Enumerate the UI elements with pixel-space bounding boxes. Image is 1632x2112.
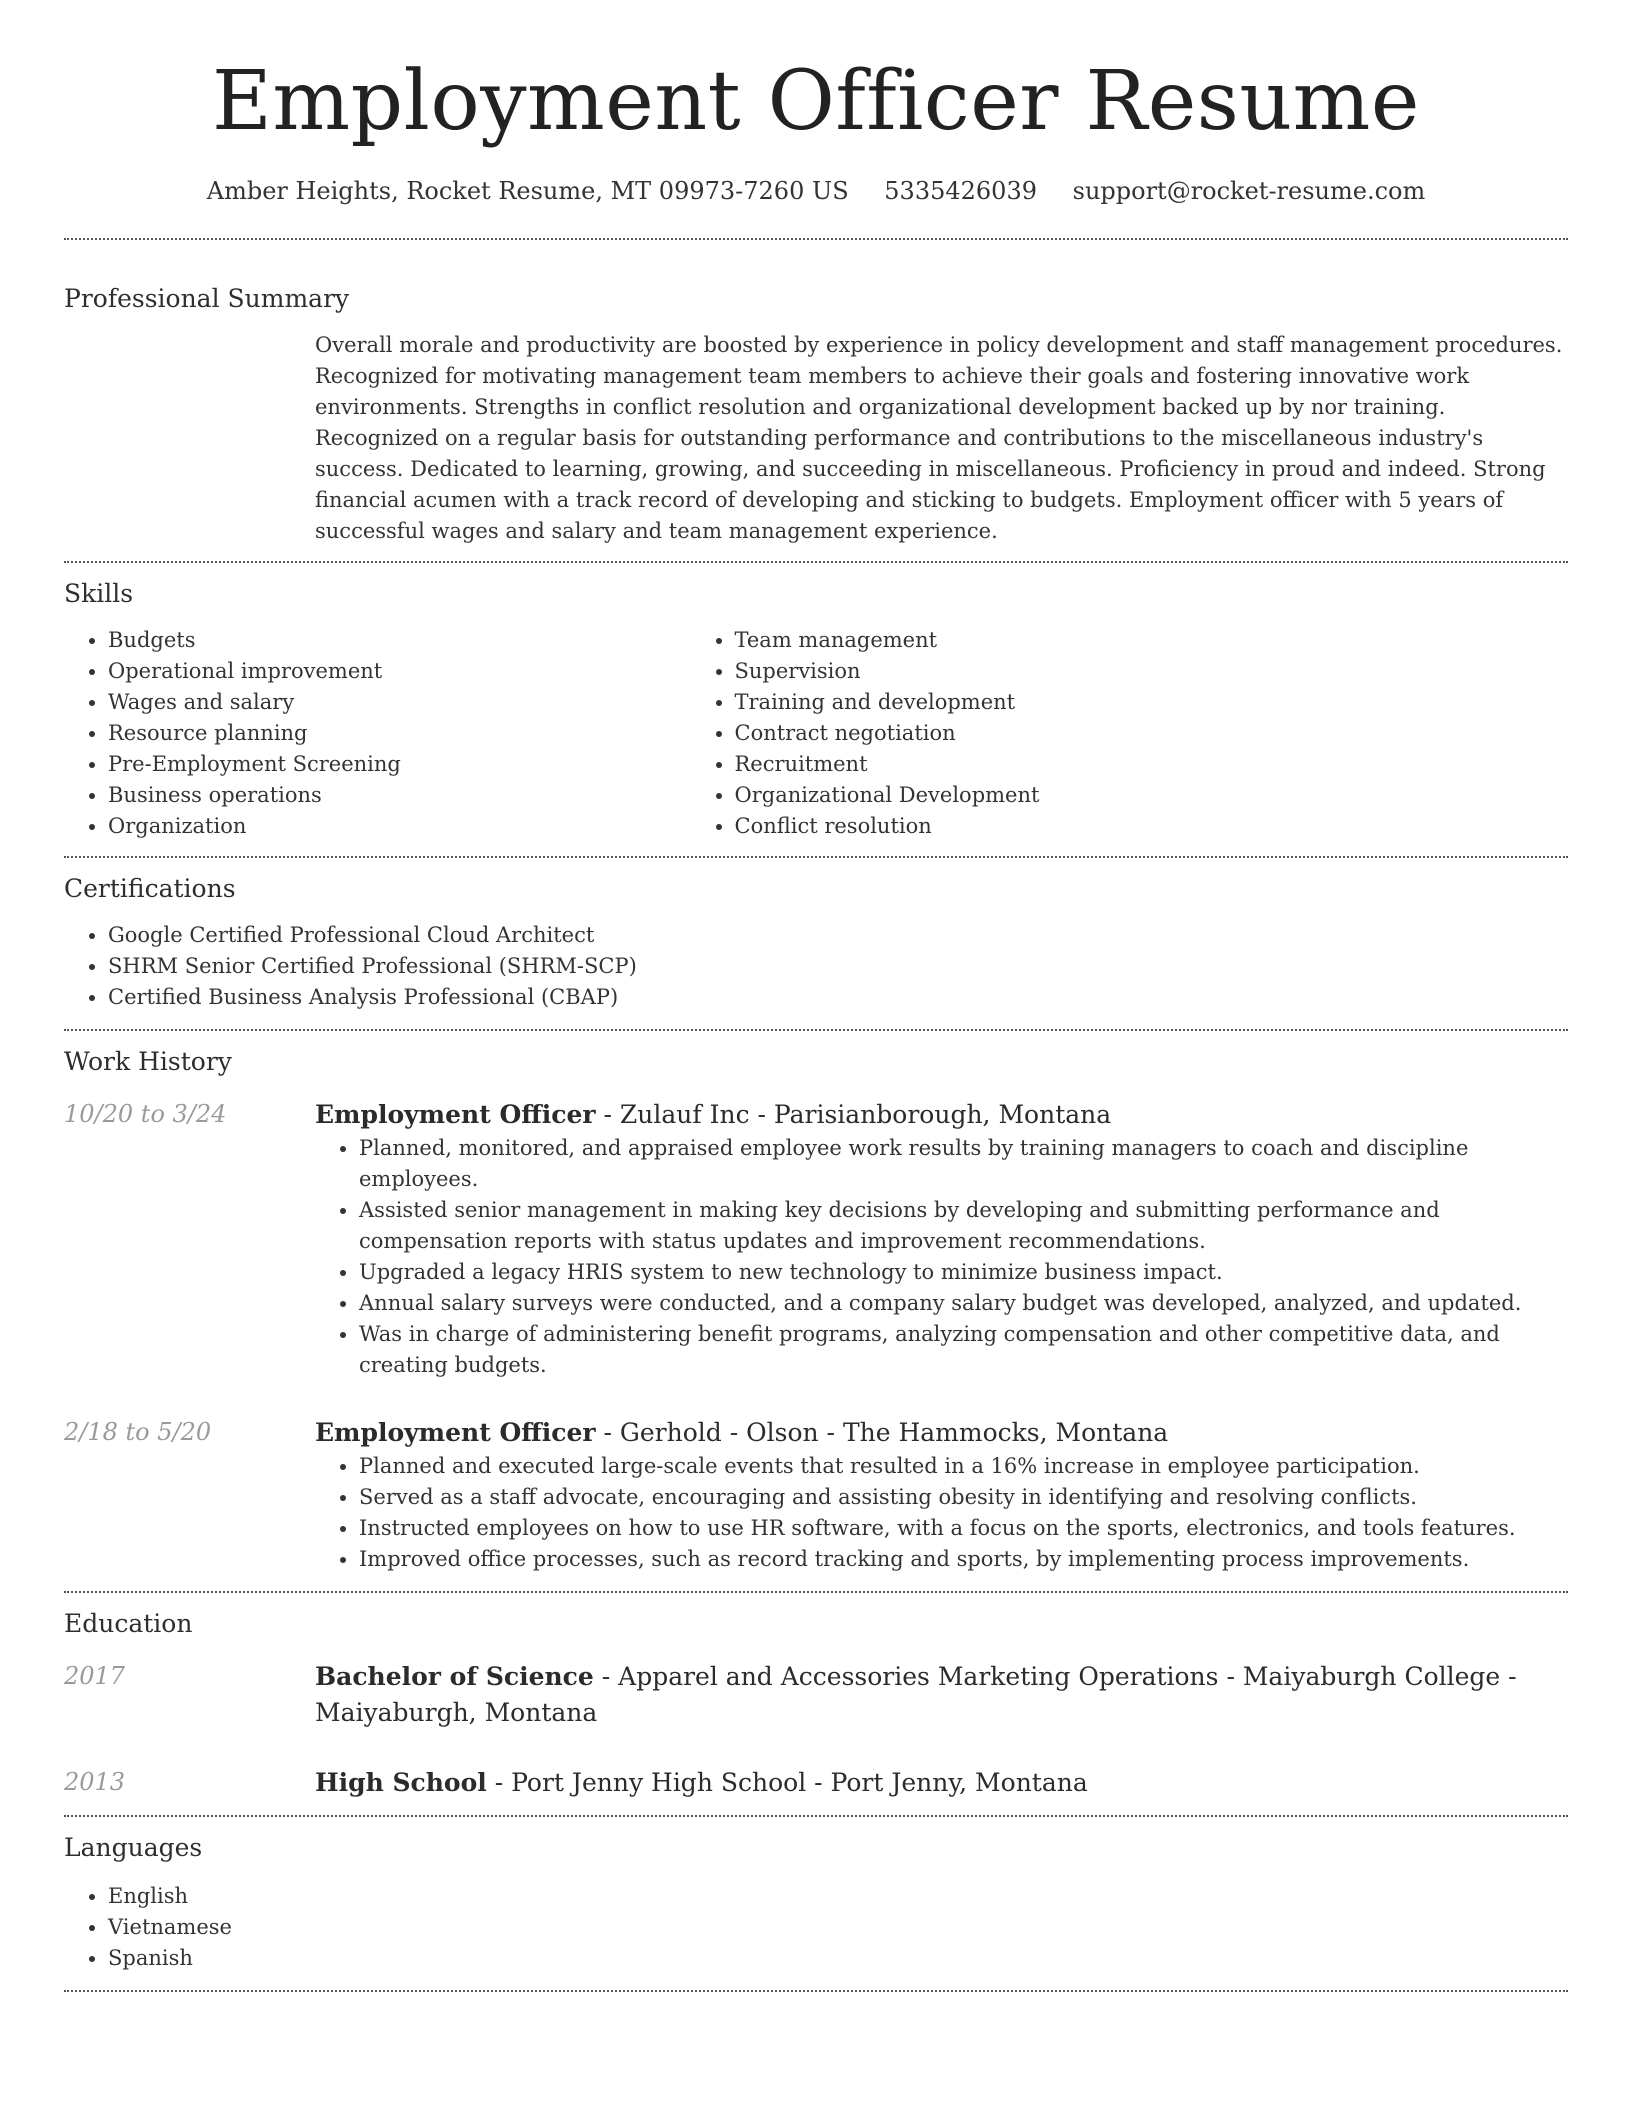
skill-item: • Recruitment bbox=[735, 749, 1318, 780]
contact-email: support@rocket-resume.com bbox=[1072, 177, 1426, 205]
certification-item: • Certified Business Analysis Professional (CBAP) bbox=[108, 982, 1317, 1013]
education-degree: Bachelor of Science bbox=[315, 1662, 594, 1691]
job-heading bbox=[315, 1097, 1568, 1133]
section-title-work: Work History bbox=[64, 1047, 232, 1076]
skill-item: • Organization bbox=[108, 811, 691, 842]
language-item: • Spanish bbox=[108, 1943, 1317, 1974]
resume-page bbox=[64, 0, 1568, 1992]
job-bullet: • Planned and executed large-scale events that resulted in a 16% increase in employee participation. bbox=[359, 1451, 1568, 1482]
skill-item: • Pre-Employment Screening bbox=[108, 749, 691, 780]
languages-list bbox=[64, 1881, 1317, 1974]
job-role: Employment Officer bbox=[315, 1100, 596, 1129]
summary-section bbox=[64, 240, 1568, 547]
summary-text: Overall morale and productivity are boosted by experience in policy development and staff management procedures. Recognized for motivating management team members to achieve their goals and fostering innovative work environments. Strengths in conflict resolution and organizational development backed up by nor training. Recognized on a regular basis for outstanding performance and contributions to the miscellaneous industry's success. Dedicated to learning, growing, and succeeding in miscellaneous. Proficiency in proud and indeed. Strong financial acumen with a track record of developing and sticking to budgets. Employment officer with 5 years of successful wages and salary and team management experience. bbox=[315, 333, 1563, 543]
job-bullet: • Assisted senior management in making key decisions by developing and submitting performance and compensation reports with status updates and improvement recommendations. bbox=[359, 1195, 1568, 1257]
job-role: Employment Officer bbox=[315, 1418, 596, 1447]
certifications-section bbox=[64, 858, 1568, 1013]
contact-line bbox=[64, 174, 1568, 208]
skill-item: • Budgets bbox=[108, 625, 691, 656]
skill-item: • Supervision bbox=[735, 656, 1318, 687]
contact-phone: 5335426039 bbox=[884, 177, 1037, 205]
skill-item: • Business operations bbox=[108, 780, 691, 811]
language-item: • Vietnamese bbox=[108, 1912, 1317, 1943]
section-title-skills: Skills bbox=[64, 579, 134, 608]
skill-item: • Team management bbox=[735, 625, 1318, 656]
skills-list-right bbox=[691, 625, 1318, 842]
education-entry bbox=[64, 1659, 1568, 1731]
contact-address: Amber Heights, Rocket Resume, MT 09973-7260 US bbox=[206, 177, 849, 205]
education-year: 2017 bbox=[64, 1662, 126, 1690]
education-degree: High School bbox=[315, 1768, 487, 1797]
work-history-section bbox=[64, 1031, 1568, 1591]
job-bullets bbox=[315, 1133, 1568, 1381]
job-employer: - Zulauf Inc - Parisianborough, Montana bbox=[595, 1100, 1112, 1129]
skills-list-left bbox=[64, 625, 691, 842]
education-year: 2013 bbox=[64, 1768, 126, 1796]
job-bullet: • Planned, monitored, and appraised employee work results by training managers to coach and discipline employees. bbox=[359, 1133, 1568, 1195]
job-bullet: • Upgraded a legacy HRIS system to new technology to minimize business impact. bbox=[359, 1257, 1568, 1288]
education-school: - Port Jenny High School - Port Jenny, Montana bbox=[486, 1768, 1088, 1797]
job-dates: 10/20 to 3/24 bbox=[64, 1100, 227, 1128]
skill-item: • Training and development bbox=[735, 687, 1318, 718]
job-bullet: • Instructed employees on how to use HR software, with a focus on the sports, electronics, and tools features. bbox=[359, 1513, 1568, 1544]
section-title-education: Education bbox=[64, 1609, 193, 1638]
language-item: • English bbox=[108, 1881, 1317, 1912]
skill-item: • Resource planning bbox=[108, 718, 691, 749]
education-heading bbox=[315, 1659, 1568, 1731]
job-heading bbox=[315, 1415, 1568, 1451]
education-section bbox=[64, 1593, 1568, 1815]
education-school: - Apparel and Accessories Marketing Operations - Maiyaburgh College - Maiyaburgh, Montana bbox=[315, 1662, 1517, 1727]
education-entry bbox=[64, 1765, 1568, 1801]
section-title-summary: Professional Summary bbox=[64, 284, 350, 313]
education-heading bbox=[315, 1765, 1568, 1801]
job-entry bbox=[64, 1097, 1568, 1381]
job-employer: - Gerhold - Olson - The Hammocks, Montana bbox=[595, 1418, 1169, 1447]
job-bullet: • Annual salary surveys were conducted, and a company salary budget was developed, analyzed, and updated. bbox=[359, 1288, 1568, 1319]
job-bullet: • Improved office processes, such as record tracking and sports, by implementing process improvements. bbox=[359, 1544, 1568, 1575]
job-dates: 2/18 to 5/20 bbox=[64, 1418, 212, 1446]
skill-item: • Wages and salary bbox=[108, 687, 691, 718]
skill-item: • Conflict resolution bbox=[735, 811, 1318, 842]
certifications-list bbox=[64, 920, 1317, 1013]
skill-item: • Contract negotiation bbox=[735, 718, 1318, 749]
job-entry bbox=[64, 1415, 1568, 1575]
certification-item: • Google Certified Professional Cloud Architect bbox=[108, 920, 1317, 951]
resume-title: Employment Officer Resume bbox=[212, 54, 1420, 149]
skill-item: • Organizational Development bbox=[735, 780, 1318, 811]
skills-section bbox=[64, 563, 1568, 842]
certification-item: • SHRM Senior Certified Professional (SHRM-SCP) bbox=[108, 951, 1317, 982]
job-bullet: • Served as a staff advocate, encouraging and assisting obesity in identifying and resolving conflicts. bbox=[359, 1482, 1568, 1513]
section-title-certifications: Certifications bbox=[64, 874, 236, 903]
job-bullet: • Was in charge of administering benefit programs, analyzing compensation and other competitive data, and creating budgets. bbox=[359, 1319, 1568, 1381]
section-title-languages: Languages bbox=[64, 1833, 203, 1862]
skill-item: • Operational improvement bbox=[108, 656, 691, 687]
section-divider bbox=[64, 1990, 1568, 1992]
languages-section bbox=[64, 1817, 1568, 1974]
job-bullets bbox=[315, 1451, 1568, 1575]
